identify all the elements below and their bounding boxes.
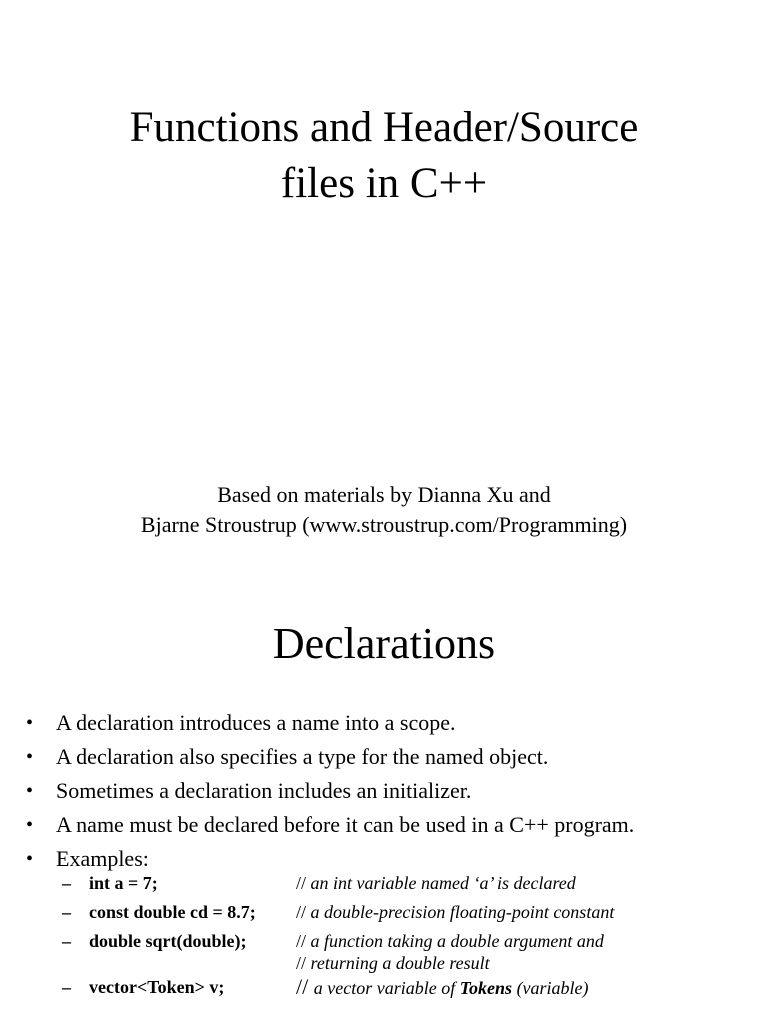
bullet-icon: •	[26, 712, 34, 734]
comment-line-1	[296, 930, 604, 952]
comment-emphasis: Tokens	[459, 978, 513, 998]
comment-text: (variable)	[512, 978, 589, 998]
bullet-item	[26, 808, 766, 842]
example-item	[62, 930, 762, 976]
bullet-item	[26, 740, 766, 774]
example-code: double sqrt(double);	[89, 931, 247, 951]
bullet-text: A declaration introduces a name into a scope.	[56, 710, 456, 735]
declarations-slide	[0, 576, 768, 1024]
bullet-icon: •	[26, 848, 34, 870]
comment-text: a double-precision floating-point constant	[310, 902, 615, 922]
bullet-icon: •	[26, 780, 34, 802]
bullet-item	[26, 706, 766, 740]
bullet-text: A name must be declared before it can be used in a C++ program.	[56, 812, 635, 837]
example-comment	[296, 872, 576, 894]
bullet-text: A declaration also specifies a type for the named object.	[56, 744, 549, 769]
example-comment	[296, 901, 614, 923]
example-code: const double cd = 8.7;	[89, 902, 256, 922]
comment-slashes: //	[296, 974, 314, 999]
example-item	[62, 872, 762, 901]
bullet-text: Examples:	[56, 846, 149, 871]
comment-text: a vector variable of	[313, 978, 460, 998]
comment-slashes: //	[296, 902, 311, 922]
credit-text	[0, 480, 768, 540]
dash-icon: –	[62, 902, 71, 922]
comment-text: a function taking a double argument and	[310, 931, 604, 951]
dash-icon: –	[62, 931, 71, 951]
example-comment	[296, 930, 604, 974]
example-item	[62, 901, 762, 930]
bullet-item	[26, 774, 766, 808]
example-code: vector<Token> v;	[89, 977, 225, 997]
comment-slashes: //	[296, 873, 311, 893]
comment-line-2	[296, 952, 604, 974]
comment-slashes: //	[296, 953, 311, 973]
slide-title-line-2: files in C++	[280, 160, 488, 207]
example-item	[62, 976, 762, 1005]
slide-title	[0, 100, 768, 212]
dash-icon: –	[62, 873, 71, 893]
example-code: int a = 7;	[89, 873, 158, 893]
bullet-icon: •	[26, 814, 34, 836]
credit-line-2: Bjarne Stroustrup (www.stroustrup.com/Programming)	[140, 512, 628, 537]
example-comment	[296, 976, 589, 999]
slide-title-line-1: Functions and Header/Source	[129, 104, 639, 151]
bullet-list	[26, 706, 766, 876]
comment-text: an int variable named ‘a’ is declared	[310, 873, 576, 893]
credit-line-1: Based on materials by Dianna Xu and	[217, 482, 551, 507]
comment-slashes: //	[296, 931, 311, 951]
bullet-icon: •	[26, 746, 34, 768]
comment-text: returning a double result	[310, 953, 490, 973]
slide-title: Declarations	[272, 619, 496, 668]
bullet-item	[26, 842, 766, 876]
bullet-text: Sometimes a declaration includes an initializer.	[56, 778, 472, 803]
dash-icon: –	[62, 977, 71, 997]
examples-list	[62, 872, 762, 1005]
